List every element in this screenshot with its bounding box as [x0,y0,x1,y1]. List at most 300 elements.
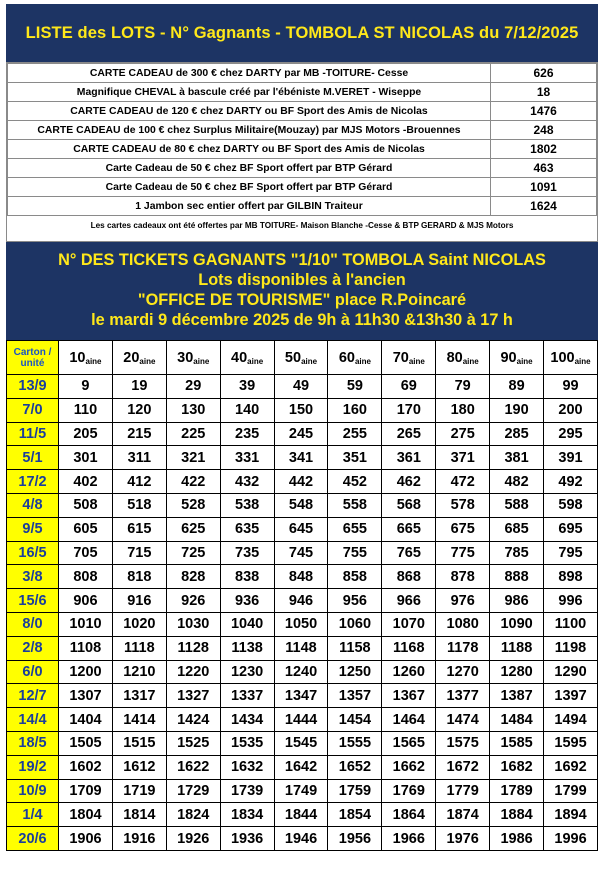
ticket-number-cell: 1946 [274,827,328,851]
prize-number: 1091 [491,178,597,197]
ticket-number-cell: 99 [544,375,598,399]
ticket-number-cell: 818 [112,565,166,589]
ticket-number-cell: 1632 [220,755,274,779]
ticket-number-cell: 1739 [220,779,274,803]
column-header [274,341,328,375]
ticket-number-cell: 160 [328,398,382,422]
ticket-number-cell: 49 [274,375,328,399]
prize-row [8,83,597,102]
ticket-number-cell: 685 [490,517,544,541]
carton-unit-cell: 6/0 [7,660,59,684]
ticket-number-cell: 1090 [490,612,544,636]
ticket-number-cell: 1642 [274,755,328,779]
ticket-number-cell: 1729 [166,779,220,803]
ticket-number-cell: 588 [490,493,544,517]
winning-numbers-grid [6,340,598,878]
column-header-suffix: aine [247,356,264,366]
ticket-number-cell: 508 [59,493,113,517]
page-title-banner [6,4,598,62]
ticket-number-cell: 996 [544,589,598,613]
ticket-number-cell: 1672 [436,755,490,779]
table-row [7,422,598,446]
ticket-number-cell: 1484 [490,708,544,732]
table-row [7,684,598,708]
ticket-number-cell: 675 [436,517,490,541]
ticket-number-cell: 1210 [112,660,166,684]
column-header [490,341,544,375]
ticket-number-cell: 1555 [328,731,382,755]
column-header-suffix: aine [408,356,425,366]
column-header-number: 20 [123,349,140,366]
prize-number: 1624 [491,197,597,216]
ticket-number-cell: 838 [220,565,274,589]
column-header-suffix: aine [354,356,371,366]
column-header [166,341,220,375]
prize-row [8,178,597,197]
ticket-number-cell: 1404 [59,708,113,732]
column-header-suffix: aine [139,356,156,366]
ticket-number-cell: 665 [382,517,436,541]
carton-unit-cell: 20/6 [7,827,59,851]
column-header [328,341,382,375]
ticket-number-cell: 598 [544,493,598,517]
ticket-number-cell: 1010 [59,612,113,636]
carton-unit-cell: 7/0 [7,398,59,422]
prize-label: Carte Cadeau de 50 € chez BF Sport offert par BTP Gérard [8,178,491,197]
ticket-number-cell: 130 [166,398,220,422]
column-header-suffix: aine [462,356,479,366]
page-title: LISTE des LOTS - N° Gagnants - TOMBOLA ST NICOLAS du 7/12/2025 [25,23,579,42]
carton-unit-cell: 14/4 [7,708,59,732]
ticket-number-cell: 1280 [490,660,544,684]
ticket-number-cell: 1397 [544,684,598,708]
table-row [7,636,598,660]
ticket-number-cell: 888 [490,565,544,589]
ticket-number-cell: 285 [490,422,544,446]
ticket-number-cell: 1347 [274,684,328,708]
ticket-number-cell: 1387 [490,684,544,708]
ticket-number-cell: 635 [220,517,274,541]
prize-label: Magnifique CHEVAL à bascule créé par l'ébéniste M.VERET - Wiseppe [8,83,491,102]
table-row [7,803,598,827]
ticket-number-cell: 1916 [112,827,166,851]
ticket-number-cell: 1662 [382,755,436,779]
ticket-number-cell: 255 [328,422,382,446]
ticket-number-cell: 1799 [544,779,598,803]
ticket-number-cell: 1814 [112,803,166,827]
ticket-number-cell: 59 [328,375,382,399]
prize-row [8,140,597,159]
table-row [7,517,598,541]
ticket-number-cell: 442 [274,470,328,494]
ticket-number-cell: 1198 [544,636,598,660]
ticket-number-cell: 518 [112,493,166,517]
ticket-number-cell: 1966 [382,827,436,851]
ticket-number-cell: 1682 [490,755,544,779]
carton-unit-cell: 8/0 [7,612,59,636]
winning-numbers-table [6,340,598,851]
ticket-number-cell: 1020 [112,612,166,636]
column-header-suffix: aine [574,356,591,366]
ticket-number-cell: 528 [166,493,220,517]
ticket-number-cell: 1188 [490,636,544,660]
column-header-suffix: aine [301,356,318,366]
carton-unit-cell: 1/4 [7,803,59,827]
carton-header-line1: Carton / [13,346,52,358]
column-header [220,341,274,375]
column-header-number: 10 [69,349,86,366]
table-row [7,827,598,851]
ticket-number-cell: 1444 [274,708,328,732]
carton-unit-cell: 9/5 [7,517,59,541]
ticket-number-cell: 1200 [59,660,113,684]
ticket-number-cell: 1894 [544,803,598,827]
carton-unit-cell: 12/7 [7,684,59,708]
ticket-number-cell: 1414 [112,708,166,732]
column-header-number: 60 [338,349,355,366]
ticket-number-cell: 1240 [274,660,328,684]
ticket-number-cell: 858 [328,565,382,589]
carton-unit-cell: 17/2 [7,470,59,494]
table-row [7,731,598,755]
carton-unit-cell: 5/1 [7,446,59,470]
prize-number: 463 [491,159,597,178]
ticket-number-cell: 1464 [382,708,436,732]
ticket-number-cell: 1454 [328,708,382,732]
ticket-number-cell: 1220 [166,660,220,684]
table-row [7,708,598,732]
ticket-number-cell: 351 [328,446,382,470]
ticket-number-cell: 1804 [59,803,113,827]
ticket-number-cell: 1926 [166,827,220,851]
ticket-number-cell: 1844 [274,803,328,827]
column-header-suffix: aine [193,356,210,366]
ticket-number-cell: 558 [328,493,382,517]
ticket-number-cell: 645 [274,517,328,541]
ticket-number-cell: 1040 [220,612,274,636]
ticket-number-cell: 1759 [328,779,382,803]
ticket-number-cell: 1652 [328,755,382,779]
prize-label: 1 Jambon sec entier offert par GILBIN Traiteur [8,197,491,216]
column-header [544,341,598,375]
ticket-number-cell: 120 [112,398,166,422]
carton-header-line2: unité [20,357,45,369]
ticket-number-cell: 1602 [59,755,113,779]
ticket-number-cell: 341 [274,446,328,470]
carton-unit-cell: 15/6 [7,589,59,613]
ticket-number-cell: 615 [112,517,166,541]
ticket-number-cell: 1575 [436,731,490,755]
ticket-number-cell: 110 [59,398,113,422]
ticket-number-cell: 916 [112,589,166,613]
ticket-number-cell: 745 [274,541,328,565]
ticket-number-cell: 1367 [382,684,436,708]
ticket-number-cell: 275 [436,422,490,446]
ticket-number-cell: 1622 [166,755,220,779]
ticket-number-cell: 19 [112,375,166,399]
ticket-number-cell: 190 [490,398,544,422]
ticket-number-cell: 936 [220,589,274,613]
tickets-banner-line4: le mardi 9 décembre 2025 de 9h à 11h30 &13h30 à 17 h [91,311,513,329]
prize-number: 248 [491,121,597,140]
ticket-number-cell: 1505 [59,731,113,755]
table-row [7,398,598,422]
ticket-number-cell: 898 [544,565,598,589]
ticket-number-cell: 785 [490,541,544,565]
ticket-number-cell: 775 [436,541,490,565]
ticket-number-cell: 868 [382,565,436,589]
ticket-number-cell: 548 [274,493,328,517]
prize-number: 1802 [491,140,597,159]
table-row [7,589,598,613]
ticket-number-cell: 1138 [220,636,274,660]
ticket-number-cell: 1290 [544,660,598,684]
ticket-number-cell: 1424 [166,708,220,732]
ticket-number-cell: 69 [382,375,436,399]
ticket-number-cell: 1585 [490,731,544,755]
ticket-number-cell: 1789 [490,779,544,803]
ticket-number-cell: 170 [382,398,436,422]
ticket-number-cell: 765 [382,541,436,565]
ticket-number-cell: 321 [166,446,220,470]
ticket-number-cell: 245 [274,422,328,446]
ticket-number-cell: 1168 [382,636,436,660]
carton-unit-header [7,341,59,375]
ticket-number-cell: 361 [382,446,436,470]
ticket-number-cell: 1118 [112,636,166,660]
ticket-number-cell: 1769 [382,779,436,803]
ticket-number-cell: 906 [59,589,113,613]
column-header-number: 30 [177,349,194,366]
ticket-number-cell: 1357 [328,684,382,708]
column-header-number: 80 [446,349,463,366]
ticket-number-cell: 1595 [544,731,598,755]
ticket-number-cell: 9 [59,375,113,399]
ticket-number-cell: 848 [274,565,328,589]
ticket-number-cell: 1270 [436,660,490,684]
ticket-number-cell: 1824 [166,803,220,827]
ticket-number-cell: 1178 [436,636,490,660]
ticket-number-cell: 568 [382,493,436,517]
ticket-number-cell: 1834 [220,803,274,827]
ticket-number-cell: 1612 [112,755,166,779]
ticket-number-cell: 755 [328,541,382,565]
table-row [7,779,598,803]
ticket-number-cell: 412 [112,470,166,494]
ticket-number-cell: 1474 [436,708,490,732]
ticket-number-cell: 625 [166,517,220,541]
ticket-number-cell: 39 [220,375,274,399]
ticket-number-cell: 301 [59,446,113,470]
ticket-number-cell: 725 [166,541,220,565]
ticket-number-cell: 402 [59,470,113,494]
ticket-number-cell: 295 [544,422,598,446]
column-header [59,341,113,375]
prize-row [8,159,597,178]
carton-unit-cell: 16/5 [7,541,59,565]
ticket-number-cell: 1250 [328,660,382,684]
ticket-number-cell: 1148 [274,636,328,660]
table-row [7,541,598,565]
ticket-number-cell: 926 [166,589,220,613]
ticket-number-cell: 705 [59,541,113,565]
prize-row [8,197,597,216]
ticket-number-cell: 1709 [59,779,113,803]
table-row [7,660,598,684]
prize-label: CARTE CADEAU de 100 € chez Surplus Militaire(Mouzay) par MJS Motors -Brouennes [8,121,491,140]
ticket-number-cell: 472 [436,470,490,494]
ticket-number-cell: 966 [382,589,436,613]
column-header-number: 70 [392,349,409,366]
ticket-number-cell: 462 [382,470,436,494]
ticket-number-cell: 180 [436,398,490,422]
ticket-number-cell: 1936 [220,827,274,851]
table-row [7,446,598,470]
carton-unit-cell: 11/5 [7,422,59,446]
table-row [7,375,598,399]
ticket-number-cell: 1545 [274,731,328,755]
ticket-number-cell: 1515 [112,731,166,755]
column-header-number: 40 [231,349,248,366]
ticket-number-cell: 578 [436,493,490,517]
carton-unit-cell: 3/8 [7,565,59,589]
ticket-number-cell: 1535 [220,731,274,755]
tickets-banner-line1: N° DES TICKETS GAGNANTS "1/10" TOMBOLA Saint NICOLAS [58,251,546,269]
column-header-suffix: aine [516,356,533,366]
column-header-number: 50 [284,349,302,366]
prize-row [8,64,597,83]
ticket-number-cell: 311 [112,446,166,470]
ticket-number-cell: 735 [220,541,274,565]
ticket-number-cell: 1719 [112,779,166,803]
ticket-number-cell: 878 [436,565,490,589]
ticket-number-cell: 1030 [166,612,220,636]
ticket-number-cell: 200 [544,398,598,422]
ticket-number-cell: 1337 [220,684,274,708]
ticket-number-cell: 235 [220,422,274,446]
ticket-number-cell: 265 [382,422,436,446]
ticket-number-cell: 1976 [436,827,490,851]
ticket-number-cell: 1494 [544,708,598,732]
ticket-number-cell: 1996 [544,827,598,851]
ticket-number-cell: 1854 [328,803,382,827]
ticket-number-cell: 655 [328,517,382,541]
ticket-number-cell: 29 [166,375,220,399]
column-header [382,341,436,375]
prize-number: 1476 [491,102,597,121]
column-header [112,341,166,375]
prize-row [8,121,597,140]
column-header-number: 90 [500,349,517,366]
ticket-number-cell: 1317 [112,684,166,708]
carton-unit-cell: 19/2 [7,755,59,779]
ticket-number-cell: 150 [274,398,328,422]
prize-number: 18 [491,83,597,102]
ticket-number-cell: 205 [59,422,113,446]
ticket-number-cell: 1884 [490,803,544,827]
ticket-number-cell: 1779 [436,779,490,803]
table-row [7,565,598,589]
carton-unit-cell: 2/8 [7,636,59,660]
ticket-number-cell: 331 [220,446,274,470]
ticket-number-cell: 371 [436,446,490,470]
ticket-number-cell: 1986 [490,827,544,851]
ticket-number-cell: 1050 [274,612,328,636]
ticket-number-cell: 946 [274,589,328,613]
ticket-number-cell: 1230 [220,660,274,684]
ticket-number-cell: 1100 [544,612,598,636]
column-header [436,341,490,375]
ticket-number-cell: 391 [544,446,598,470]
ticket-number-cell: 1906 [59,827,113,851]
prizes-table [7,63,597,216]
ticket-number-cell: 695 [544,517,598,541]
carton-unit-cell: 4/8 [7,493,59,517]
column-header-number: 100 [550,349,575,366]
ticket-number-cell: 1108 [59,636,113,660]
ticket-number-cell: 1060 [328,612,382,636]
carton-unit-cell: 18/5 [7,731,59,755]
table-row [7,493,598,517]
ticket-number-cell: 1749 [274,779,328,803]
ticket-number-cell: 1080 [436,612,490,636]
ticket-number-cell: 1874 [436,803,490,827]
table-row [7,470,598,494]
ticket-number-cell: 1070 [382,612,436,636]
ticket-number-cell: 956 [328,589,382,613]
ticket-number-cell: 482 [490,470,544,494]
ticket-number-cell: 225 [166,422,220,446]
ticket-number-cell: 1692 [544,755,598,779]
ticket-number-cell: 715 [112,541,166,565]
ticket-number-cell: 808 [59,565,113,589]
ticket-number-cell: 381 [490,446,544,470]
ticket-number-cell: 215 [112,422,166,446]
prize-row [8,102,597,121]
prizes-note: Les cartes cadeaux ont été offertes par MB TOITURE- Maison Blanche -Cesse & BTP GERARD & MJS Motors [90,221,514,230]
table-row [7,612,598,636]
ticket-number-cell: 1128 [166,636,220,660]
tickets-banner-line3: "OFFICE DE TOURISME" place R.Poincaré [137,291,467,309]
ticket-number-cell: 1864 [382,803,436,827]
carton-unit-cell: 10/9 [7,779,59,803]
ticket-number-cell: 1956 [328,827,382,851]
ticket-number-cell: 79 [436,375,490,399]
prizes-panel [6,62,598,242]
ticket-number-cell: 605 [59,517,113,541]
carton-unit-cell: 13/9 [7,375,59,399]
tickets-banner-line2: Lots disponibles à l'ancien [198,271,406,289]
prize-label: CARTE CADEAU de 300 € chez DARTY par MB -TOITURE- Cesse [8,64,491,83]
ticket-number-cell: 1565 [382,731,436,755]
ticket-number-cell: 1158 [328,636,382,660]
column-header-suffix: aine [85,356,102,366]
prize-label: Carte Cadeau de 50 € chez BF Sport offert par BTP Gérard [8,159,491,178]
ticket-number-cell: 828 [166,565,220,589]
ticket-number-cell: 1434 [220,708,274,732]
ticket-number-cell: 422 [166,470,220,494]
ticket-number-cell: 89 [490,375,544,399]
ticket-number-cell: 1377 [436,684,490,708]
ticket-number-cell: 432 [220,470,274,494]
ticket-number-cell: 492 [544,470,598,494]
ticket-number-cell: 976 [436,589,490,613]
ticket-number-cell: 1260 [382,660,436,684]
ticket-number-cell: 452 [328,470,382,494]
ticket-number-cell: 140 [220,398,274,422]
ticket-number-cell: 795 [544,541,598,565]
prize-label: CARTE CADEAU de 80 € chez DARTY ou BF Sport des Amis de Nicolas [8,140,491,159]
